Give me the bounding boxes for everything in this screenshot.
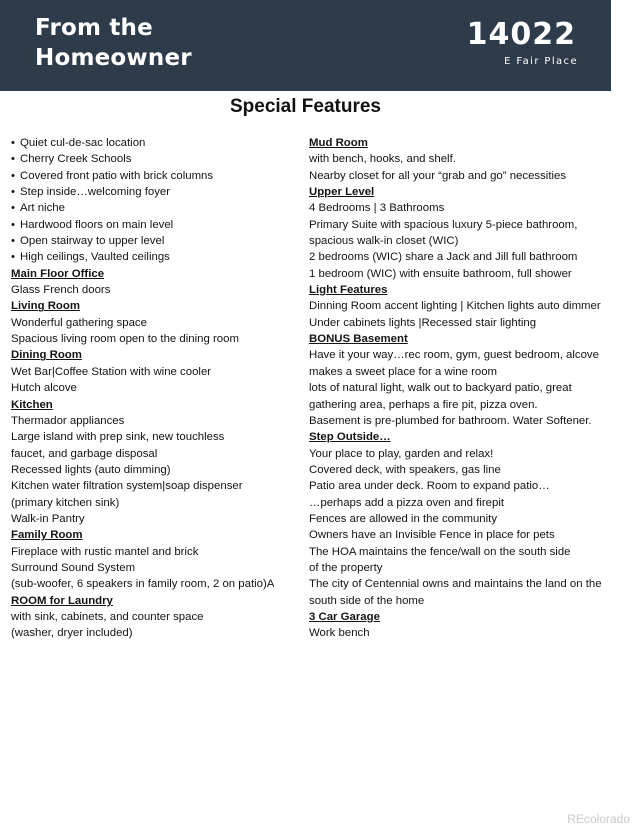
feature-line: Dinning Room accent lighting | Kitchen lights auto dimmer: [309, 300, 601, 313]
feature-heading: Living Room: [11, 300, 80, 313]
feature-line: lots of natural light, walk out to backyard patio, great: [309, 382, 572, 395]
header-title: [35, 13, 192, 73]
feature-line: (primary kitchen sink): [11, 496, 120, 509]
feature-bullet: • Hardwood floors on main level: [11, 217, 299, 233]
feature-line: Patio area under deck. Room to expand patio…: [309, 480, 550, 493]
feature-heading: Light Features: [309, 284, 388, 297]
feature-line: Work bench: [309, 627, 370, 640]
feature-heading: Dining Room: [11, 349, 82, 362]
feature-bullet: • Open stairway to upper level: [11, 233, 299, 249]
feature-line: Walk-in Pantry: [11, 512, 85, 525]
feature-line: of the property: [309, 561, 383, 574]
feature-line: Kitchen water filtration system|soap dispenser: [11, 480, 243, 493]
feature-heading: Main Floor Office: [11, 267, 105, 280]
feature-line: Your place to play, garden and relax!: [309, 447, 494, 460]
features-left-column: [11, 135, 299, 642]
feature-line: Thermador appliances: [11, 414, 125, 427]
feature-bullet: • Art niche: [11, 200, 299, 216]
feature-line: Fireplace with rustic mantel and brick: [11, 545, 199, 558]
feature-line: Surround Sound System: [11, 561, 136, 574]
address-street: E Fair Place: [504, 56, 578, 67]
feature-bullet: • Cherry Creek Schools: [11, 151, 299, 167]
feature-line: 4 Bedrooms | 3 Bathrooms: [309, 202, 445, 215]
feature-line: Covered deck, with speakers, gas line: [309, 463, 501, 476]
feature-heading: Kitchen: [11, 398, 53, 411]
feature-line: Wet Bar|Coffee Station with wine cooler: [11, 365, 212, 378]
header-banner: [0, 0, 611, 91]
address-number: 14022: [466, 17, 576, 52]
header-title-line2: Homeowner: [35, 45, 192, 71]
feature-bullet: • Step inside…welcoming foyer: [11, 184, 299, 200]
feature-line: Large island with prep sink, new touchless: [11, 431, 225, 444]
feature-line: faucet, and garbage disposal: [11, 447, 158, 460]
feature-heading: 3 Car Garage: [309, 610, 380, 623]
feature-line: Primary Suite with spacious luxury 5-piece bathroom,: [309, 218, 578, 231]
feature-line: 1 bedroom (WIC) with ensuite bathroom, full shower: [309, 267, 572, 280]
feature-line: makes a sweet place for a wine room: [309, 365, 498, 378]
feature-line: Have it your way…rec room, gym, guest bedroom, alcove: [309, 349, 599, 362]
feature-line: Glass French doors: [11, 284, 111, 297]
feature-line: …perhaps add a pizza oven and firepit: [309, 496, 505, 509]
feature-line: Recessed lights (auto dimming): [11, 463, 171, 476]
feature-line: Wonderful gathering space: [11, 316, 147, 329]
feature-line: Owners have an Invisible Fence in place for pets: [309, 529, 555, 542]
feature-heading: BONUS Basement: [309, 333, 408, 346]
feature-line: with bench, hooks, and shelf.: [309, 153, 456, 166]
feature-heading: Step Outside…: [309, 431, 391, 444]
header-title-line1: From the: [35, 15, 153, 41]
feature-line: (sub-woofer, 6 speakers in family room, 2 on patio)A: [11, 578, 275, 591]
feature-line: The HOA maintains the fence/wall on the south side: [309, 545, 571, 558]
feature-heading: ROOM for Laundry: [11, 594, 113, 607]
feature-bullet: • Quiet cul-de-sac location: [11, 135, 299, 151]
feature-line: 2 bedrooms (WIC) share a Jack and Jill full bathroom: [309, 251, 578, 264]
feature-heading: Upper Level: [309, 186, 375, 199]
feature-line: with sink, cabinets, and counter space: [11, 610, 204, 623]
feature-heading: Family Room: [11, 529, 83, 542]
features-right-column: [309, 135, 609, 642]
feature-line: (washer, dryer included): [11, 627, 133, 640]
feature-line: spacious walk-in closet (WIC): [309, 235, 459, 248]
feature-line: Nearby closet for all your “grab and go” necessities: [309, 169, 567, 182]
feature-line: Hutch alcove: [11, 382, 77, 395]
feature-line: Basement is pre-plumbed for bathroom. Water Softener.: [309, 414, 592, 427]
feature-heading: Mud Room: [309, 137, 368, 149]
feature-bullet: • High ceilings, Vaulted ceilings: [11, 249, 299, 265]
watermark: REcolorado: [567, 812, 630, 826]
feature-line: Spacious living room open to the dining room: [11, 333, 239, 346]
section-title: Special Features: [229, 96, 382, 117]
feature-line: Fences are allowed in the community: [309, 512, 498, 525]
feature-line: Under cabinets lights |Recessed stair lighting: [309, 316, 537, 329]
feature-bullet: • Covered front patio with brick columns: [11, 168, 299, 184]
feature-line: south side of the home: [309, 594, 425, 607]
feature-line: gathering area, perhaps a fire pit, pizza oven.: [309, 398, 538, 411]
feature-line: The city of Centennial owns and maintains the land on the: [309, 578, 602, 591]
